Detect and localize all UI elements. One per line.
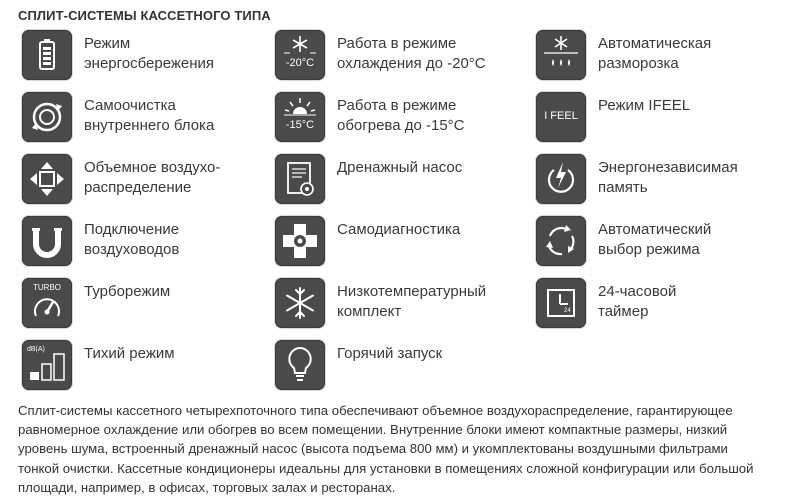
- feature-self-cleaning: [22, 92, 214, 144]
- turbo-icon: [22, 278, 72, 328]
- feature-memory: [536, 154, 738, 206]
- feature-label: Режим IFEEL: [598, 97, 691, 114]
- duct-icon: [22, 216, 72, 266]
- feature-label: Дренажный насос: [337, 159, 463, 176]
- feature-label: Подключение воздуховодов: [84, 221, 180, 258]
- self-clean-icon: [22, 92, 72, 142]
- page-title: СПЛИТ-СИСТЕМЫ КАССЕТНОГО ТИПА: [18, 8, 271, 23]
- feature-cooling-low: [275, 30, 486, 82]
- bulb-icon: [275, 340, 325, 390]
- feature-label: Горячий запуск: [337, 345, 443, 362]
- feature-timer: [536, 278, 676, 330]
- description-paragraph: Сплит-системы кассетного четырехпоточного типа обеспечивают объемное воздухораспределение, гарантирующее равномерное охлаждение или обогрев во всем помещении. Внутренние блоки имеют компактные размеры, низкий уровень шума, встроенный дренажный насос (высота подъема 800 мм) и укомплектованы воздушными фильтрами тонкой очистки. Кассетные кондиционеры идеальны для установки в помещениях сложной конфигурации или большой площади, например, в офисах, торговых залах и ресторанах.: [18, 403, 754, 495]
- cooling-badge: -20°C: [285, 57, 315, 69]
- feature-label: Энергонезависимая память: [598, 159, 738, 196]
- air-distribution-icon: [22, 154, 72, 204]
- feature-label: Работа в режиме обогрева до -15°C: [337, 97, 465, 134]
- features-grid: [22, 30, 772, 390]
- feature-label: Работа в режиме охлаждения до -20°C: [337, 35, 486, 72]
- power-icon: [536, 154, 586, 204]
- feature-heating-low: [275, 92, 465, 144]
- diagnosis-icon: [275, 216, 325, 266]
- feature-auto-defrost: [536, 30, 711, 82]
- quiet-icon: [22, 340, 72, 390]
- drain-pump-icon: [275, 154, 325, 204]
- feature-hot-start: [275, 340, 442, 392]
- feature-self-diagnosis: [275, 216, 460, 268]
- feature-air-distribution: [22, 154, 220, 206]
- ifeel-icon: [536, 92, 586, 142]
- feature-energy-saving: [22, 30, 214, 82]
- snowflake-icon: [275, 278, 325, 328]
- turbo-badge: TURBO: [33, 283, 61, 292]
- feature-low-temp-kit: [275, 278, 486, 330]
- feature-drain-pump: [275, 154, 462, 206]
- quiet-badge: dB(A): [27, 346, 45, 353]
- feature-label: Турборежим: [84, 283, 171, 300]
- timer-icon: [536, 278, 586, 328]
- feature-label: 24-часовой таймер: [598, 283, 677, 320]
- defrost-icon: [536, 30, 586, 80]
- feature-label: Объемное воздухо- распределение: [84, 159, 221, 196]
- timer-badge: 24: [564, 308, 571, 314]
- feature-label: Автоматическая разморозка: [598, 35, 712, 72]
- feature-label: Тихий режим: [84, 345, 175, 362]
- feature-label: Низкотемпературный комплект: [337, 283, 487, 320]
- feature-ifeel: [536, 92, 690, 144]
- battery-icon: [22, 30, 72, 80]
- ifeel-badge: I FEEL: [544, 110, 578, 122]
- feature-auto-mode: [536, 216, 711, 268]
- feature-label: Самоочистка внутреннего блока: [84, 97, 215, 134]
- feature-quiet: [22, 340, 175, 392]
- sun-thermo-icon: [275, 92, 325, 142]
- snowflake-thermo-icon: [275, 30, 325, 80]
- feature-turbo: [22, 278, 170, 330]
- heating-badge: -15°C: [285, 119, 315, 131]
- auto-cycle-icon: [536, 216, 586, 266]
- feature-label: Самодиагностика: [337, 221, 461, 238]
- feature-label: Автоматический выбор режима: [598, 221, 712, 258]
- feature-duct-connection: [22, 216, 179, 268]
- feature-label: Режим энергосбережения: [84, 35, 215, 72]
